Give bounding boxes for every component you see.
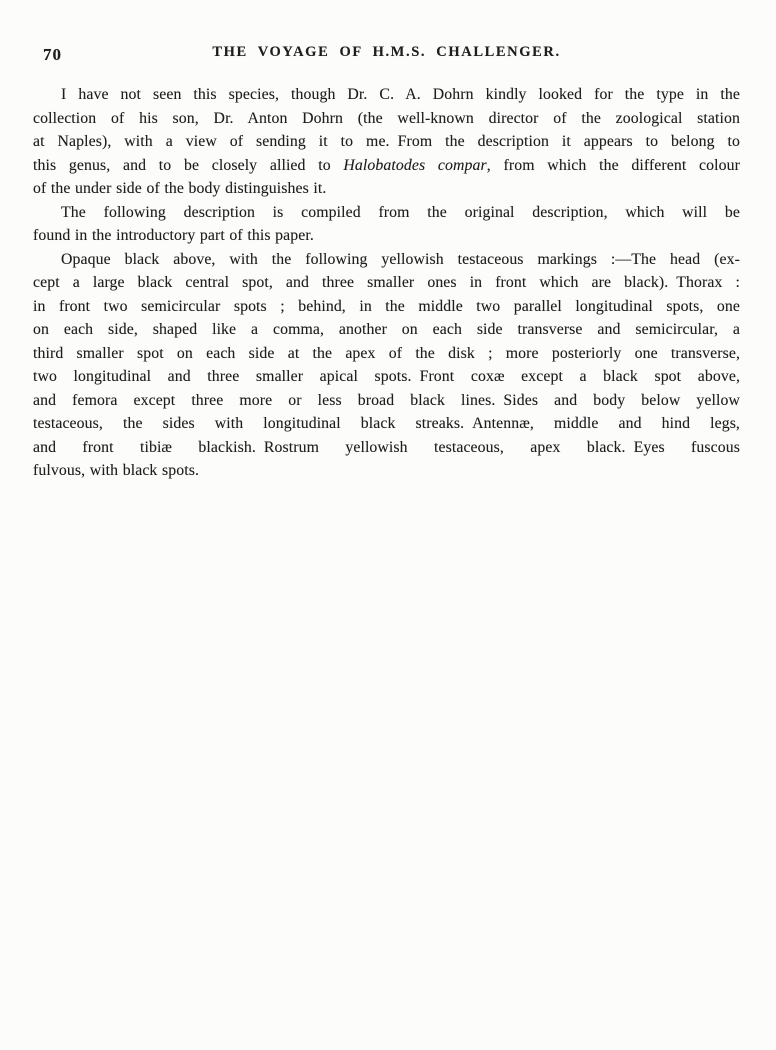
text-line (33, 154, 740, 178)
text-line: The following description is compiled from the original description, which will be (61, 203, 740, 221)
species-name-italic: Halobatodes compar (343, 156, 487, 174)
text-line: and front tibiæ blackish. Rostrum yellowish testaceous, apex black. Eyes fuscous (33, 438, 740, 456)
text-line: I have not seen this species, though Dr. C. A. Dohrn kindly looked for the type in the (61, 86, 740, 103)
text-line: found in the introductory part of this paper. (33, 227, 314, 244)
text-line: on each side, shaped like a comma, another on each side transverse and semicircular, a (33, 321, 740, 338)
running-title: THE VOYAGE OF H.M.S. CHALLENGER. (212, 44, 561, 60)
text-line: at Naples), with a view of sending it to me. From the description it appears to belong to (33, 133, 740, 150)
page-number: 70 (43, 45, 62, 64)
page-header (33, 44, 740, 64)
text-line: two longitudinal and three smaller apical spots. Front coxæ except a black spot above, (33, 368, 740, 385)
text-line: third smaller spot on each side at the apex of the disk ; more posteriorly one transverse, (33, 344, 740, 362)
text-line: fulvous, with black spots. (33, 462, 200, 479)
body-text (33, 83, 740, 483)
paragraph-3 (33, 248, 740, 483)
text-line: of the under side of the body distinguishes it. (33, 180, 327, 197)
text-segment: this genus, and to be closely allied to (33, 156, 344, 174)
text-line: Opaque black above, with the following yellowish testaceous markings :—The head (ex- (61, 250, 740, 268)
text-line: cept a large black central spot, and three smaller ones in front which are black). Thorax : (33, 274, 740, 291)
text-segment: , from which the different colour (486, 156, 740, 174)
paragraph-2 (33, 201, 740, 248)
paragraph-1 (33, 83, 740, 201)
text-line: and femora except three more or less broad black lines. Sides and body below yellow (33, 391, 740, 409)
text-line: collection of his son, Dr. Anton Dohrn (the well-known director of the zoological station (33, 109, 740, 127)
text-line: testaceous, the sides with longitudinal black streaks. Antennæ, middle and hind legs, (33, 415, 740, 432)
text-line: in front two semicircular spots ; behind, in the middle two parallel longitudinal spots, one (33, 297, 740, 315)
